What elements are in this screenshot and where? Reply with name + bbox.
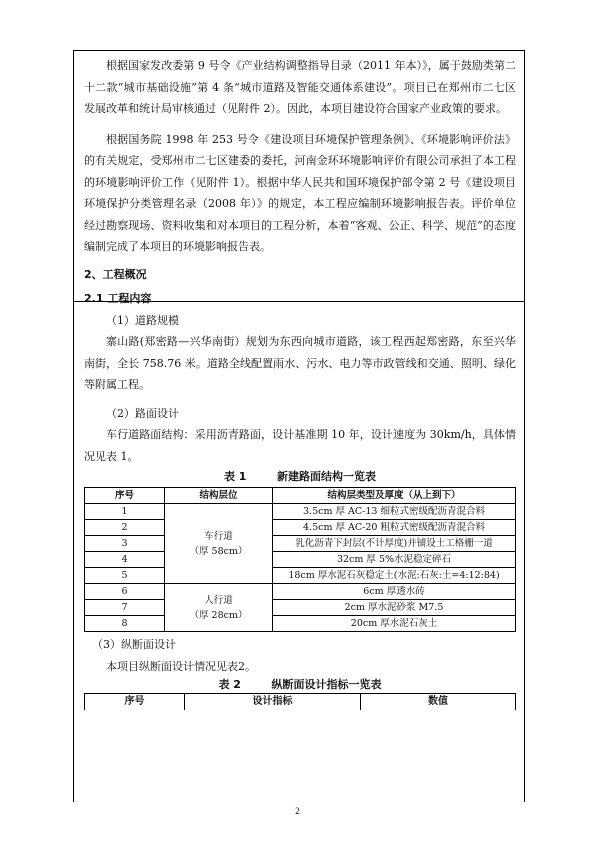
table-header-row [85, 488, 516, 504]
paragraph-industrial-policy: 根据国家发改委第 9 号令《产业结构调整指导目录（2011 年本）》，属于鼓励类第二十二款“城市基础设施”第 4 条“城市道路及智能交通体系建设”。项目已在郑州市二七区发展改革和统计局审核通过（见附件 2）。因此，本项目建设符合国家产业政策的要求。 [84, 59, 516, 115]
structure-desc: 乳化沥青下封层(不计厚度)并铺设土工格栅一道 [273, 536, 516, 552]
pavement-structure-table [84, 487, 516, 632]
row-number: 1 [85, 504, 165, 520]
row-number: 5 [85, 568, 165, 584]
frame-top-border [73, 50, 525, 51]
table-row [85, 504, 516, 520]
structure-desc: 2cm 厚水泥砂浆 M7.5 [273, 600, 516, 616]
column-header-no: 序号 [85, 488, 165, 504]
profile-design-table [84, 693, 516, 710]
structure-desc: 18cm 厚水泥石灰稳定土(水泥:石灰:土=4:12:84) [273, 568, 516, 584]
table-row [85, 584, 516, 600]
table-row [85, 552, 516, 568]
table-row [85, 616, 516, 632]
subheading-pavement: （2）路面设计 [106, 406, 179, 420]
structure-desc: 6cm 厚透水砖 [273, 584, 516, 600]
layer-sidewalk [165, 584, 273, 632]
row-number: 7 [85, 600, 165, 616]
paragraph-profile: 本项目纵断面设计情况见表2。 [106, 659, 256, 673]
row-number: 8 [85, 616, 165, 632]
table-row [85, 568, 516, 584]
paragraph-eia-background: 根据国务院 1998 年 253 号令《建设项目环境保护管理条例》、《环境影响评价法》的有关规定，受郑州市二七区建委的委托，河南金环环境影响评价有限公司承担了本工程的环境影响评价工作（见附件 1）。根据中华人民共和国环境保护部令第 2 号《建设项目环境保护分类管理名录（2008 年）》的规定，本工程应编制环境影响报告表。评价单位经过勘察现场、资料收集和对本项目的工程分析，本着“客观、公正、科学、规范”的态度编制完成了本项目的环境影响报告表。 [84, 132, 516, 253]
table-row [85, 600, 516, 616]
structure-desc: 20cm 厚水泥石灰土 [273, 616, 516, 632]
layer-sidewalk-thickness: （厚 28cm） [189, 609, 248, 621]
column-header-value: 数值 [361, 694, 516, 711]
table-row [85, 536, 516, 552]
page-number: 2 [295, 806, 300, 816]
column-header-no: 序号 [85, 694, 185, 711]
table1-caption: 表 1 新建路面结构一览表 [223, 470, 377, 483]
structure-desc: 4.5cm 厚 AC-20 粗粒式密级配沥青混合料 [273, 520, 516, 536]
subheading-road-scale: （1）道路规模 [106, 313, 179, 327]
section-heading-content: 2.1 工程内容 [84, 292, 152, 305]
subheading-profile: （3）纵断面设计 [92, 638, 176, 651]
table2-caption: 表 2 纵断面设计指标一览表 [218, 678, 382, 691]
layer-roadway [165, 504, 273, 584]
column-header-layer: 结构层位 [165, 488, 273, 504]
table-row [85, 520, 516, 536]
row-number: 6 [85, 584, 165, 600]
row-number: 4 [85, 552, 165, 568]
column-header-structure: 结构层类型及厚度（从上到下） [273, 488, 516, 504]
paragraph-road-scale: 寨山路(郑密路—兴华南街）规划为东西向城市道路，该工程西起郑密路，东至兴华南街，全长 758.76 米。道路全线配置雨水、污水、电力等市政管线和交通、照明、绿化等附属工程。 [84, 335, 516, 391]
section-divider [73, 301, 525, 302]
layer-roadway-label: 车行道 [204, 530, 233, 542]
column-header-indicator: 设计指标 [185, 694, 361, 711]
paragraph-pavement: 车行道路面结构：采用沥青路面，设计基准期 10 年，设计速度为 30km/h，具体情况见表 1。 [84, 428, 516, 463]
structure-desc: 32cm 厚 5%水泥稳定碎石 [273, 552, 516, 568]
layer-sidewalk-label: 人行道 [204, 594, 233, 606]
row-number: 3 [85, 536, 165, 552]
document-body [84, 55, 516, 710]
section-heading-overview: 2、工程概况 [84, 267, 147, 281]
table-header-row [85, 694, 516, 711]
layer-roadway-thickness: （厚 58cm） [189, 545, 248, 557]
row-number: 2 [85, 520, 165, 536]
structure-desc: 3.5cm 厚 AC-13 细粒式密级配沥青混合料 [273, 504, 516, 520]
